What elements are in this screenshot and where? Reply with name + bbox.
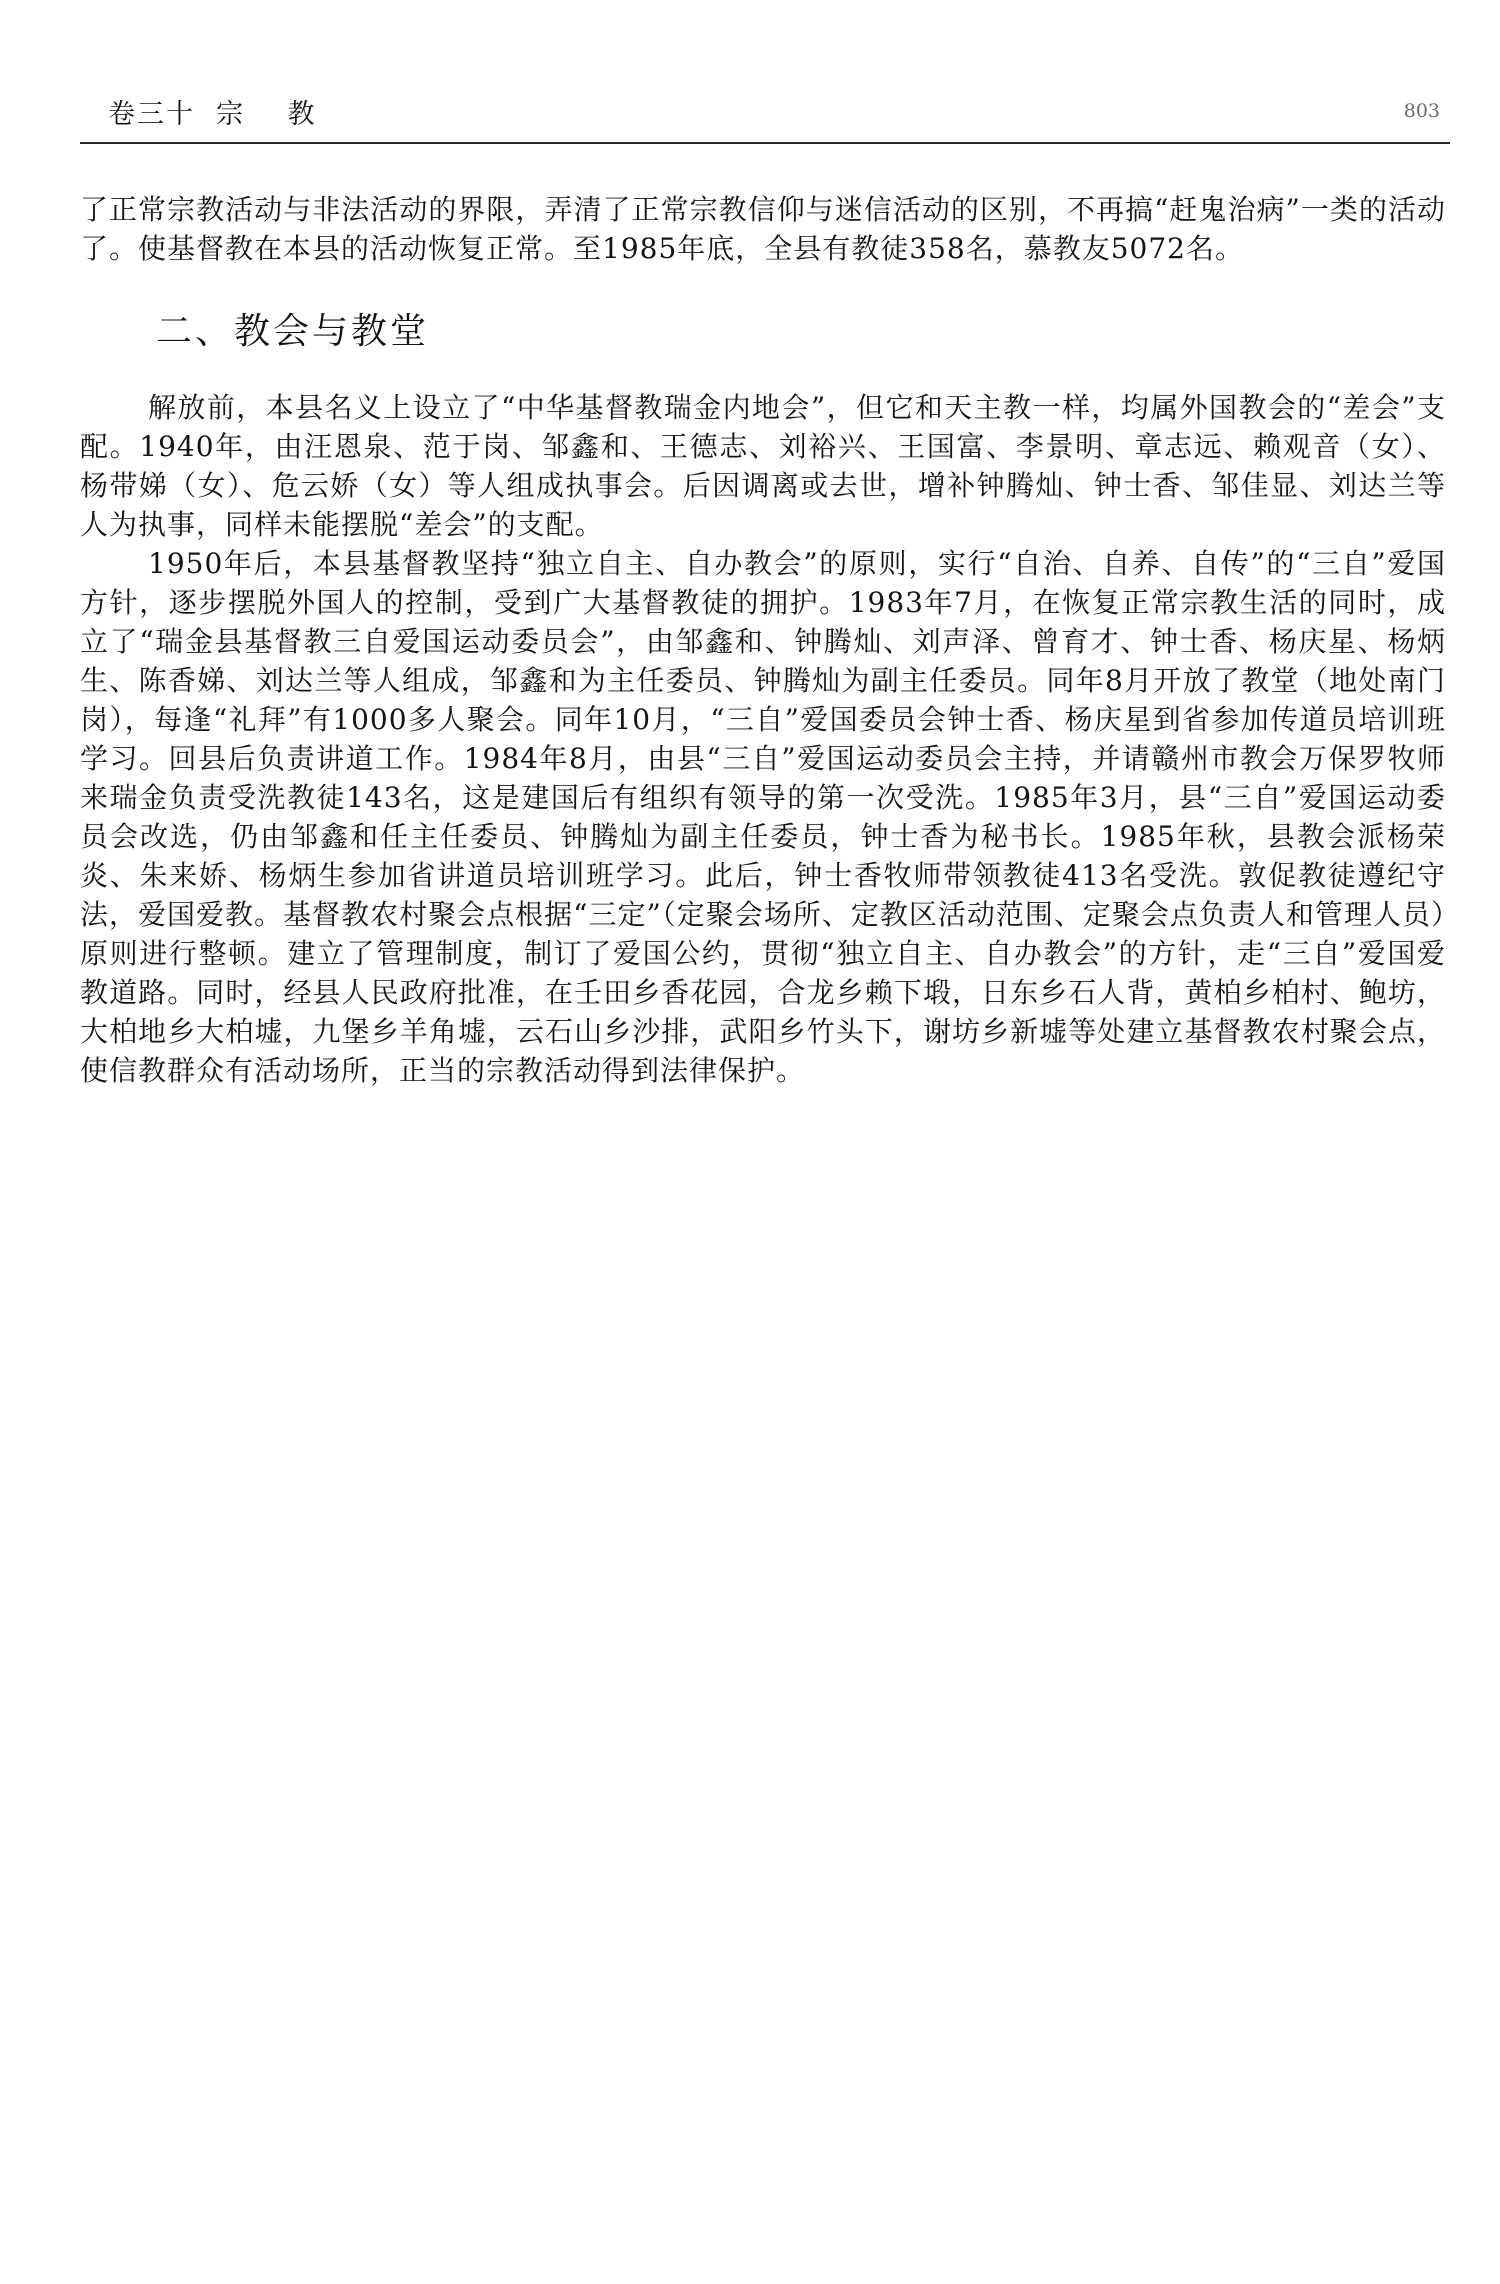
page-body (80, 190, 1446, 1090)
body-paragraph: 1950年后，本县基督教坚持“独立自主、自办教会”的原则，实行“自治、自养、自传”的“三自”爱国方针，逐步摆脱外国人的控制，受到广大基督教徒的拥护。1983年7月，在恢复正常宗教生活的同时，成立了“瑞金县基督教三自爱国运动委员会”，由邹鑫和、钟腾灿、刘声泽、曾育才、钟士香、杨庆星、杨炳生、陈香娣、刘达兰等人组成，邹鑫和为主任委员、钟腾灿为副主任委员。同年8月开放了教堂（地处南门岗），每逢“礼拜”有1000多人聚会。同年10月，“三自”爱国委员会钟士香、杨庆星到省参加传道员培训班学习。回县后负责讲道工作。1984年8月，由县“三自”爱国运动委员会主持，并请赣州市教会万保罗牧师来瑞金负责受洗教徒143名，这是建国后有组织有领导的第一次受洗。1985年3月，县“三自”爱国运动委员会改选，仍由邹鑫和任主任委员、钟腾灿为副主任委员，钟士香为秘书长。1985年秋，县教会派杨荣炎、朱来娇、杨炳生参加省讲道员培训班学习。此后，钟士香牧师带领教徒413名受洗。敦促教徒遵纪守法，爱国爱教。基督教农村聚会点根据“三定”（定聚会场所、定教区活动范围、定聚会点负责人和管理人员）原则进行整顿。建立了管理制度，制订了爱国公约，贯彻“独立自主、自办教会”的方针，走“三自”爱国爱教道路。同时，经县人民政府批准，在壬田乡香花园，合龙乡赖下塅，日东乡石人背，黄柏乡柏村、鲍坊，大柏地乡大柏墟，九堡乡羊角墟，云石山乡沙排，武阳乡竹头下，谢坊乡新墟等处建立基督教农村聚会点，使信教群众有活动场所，正当的宗教活动得到法律保护。 (80, 547, 1446, 1087)
header-divider (80, 142, 1450, 144)
page-header (108, 92, 1448, 132)
body-paragraph: 解放前，本县名义上设立了“中华基督教瑞金内地会”，但它和天主教一样，均属外国教会的“差会”支配。1940年，由汪恩泉、范于岗、邹鑫和、王德志、刘裕兴、王国富、李景明、章志远、赖观音（女）、杨带娣（女）、危云娇（女）等人组成执事会。后因调离或去世，增补钟腾灿、钟士香、邹佳显、刘达兰等人为执事，同样未能摆脱“差会”的支配。 (80, 391, 1446, 541)
chapter-title: 卷三十 宗 教 (108, 99, 317, 130)
continuation-paragraph: 了正常宗教活动与非法活动的界限，弄清了正常宗教信仰与迷信活动的区别，不再搞“赶鬼治病”一类的活动了。使基督教在本县的活动恢复正常。至1985年底，全县有教徒358名，慕教友5072名。 (80, 193, 1446, 265)
section-heading: 二、教会与教堂 (156, 311, 430, 352)
page-number: 803 (1403, 100, 1440, 122)
